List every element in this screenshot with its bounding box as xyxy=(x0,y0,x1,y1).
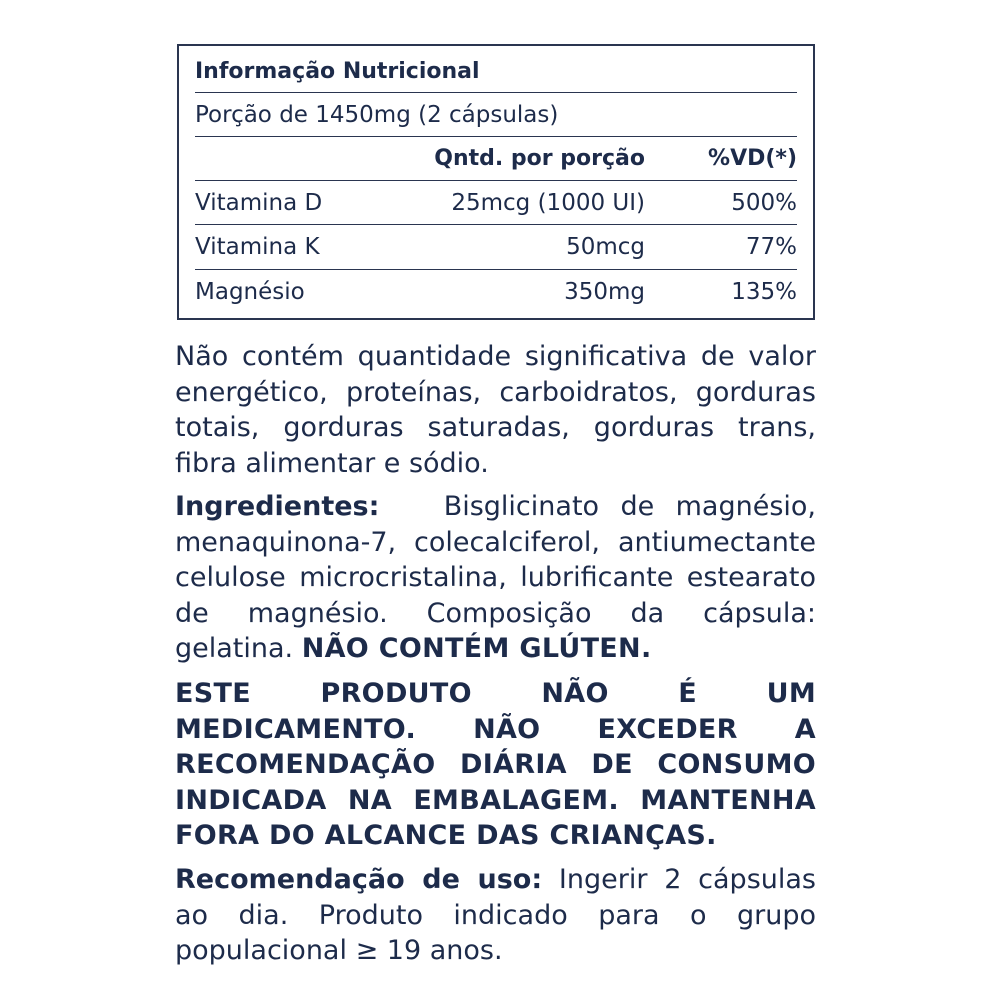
table-title-row xyxy=(195,46,797,93)
nutrition-note: Não contém quantidade significativa de valor energético, proteínas, carboidratos, gorduras totais, gorduras saturadas, gorduras trans, fibra alimentar e sódio. xyxy=(175,341,816,479)
warning-text: ESTE PRODUTO NÃO É UM MEDICAMENTO. NÃO EXCEDER A RECOMENDAÇÃO DIÁRIA DE CONSUMO INDICADA NA EMBALAGEM. MANTENHA FORA DO ALCANCE DAS CRIANÇAS. xyxy=(175,678,816,851)
ingredients-text: Bisglicinato de magnésio, menaquinona-7, colecalciferol, antiumectante celulose microcristalina, lubrificante estearato de magnésio. Composição da cápsula: gelatina. xyxy=(175,491,817,664)
table-row xyxy=(195,181,797,225)
nutrient-vd: 500% xyxy=(731,190,797,216)
ingredients-paragraph xyxy=(175,489,816,667)
nutrient-vd: 135% xyxy=(731,279,797,305)
nutrient-name: Vitamina K xyxy=(195,234,320,260)
nutrition-table xyxy=(177,44,815,320)
table-row xyxy=(195,225,797,270)
nutrient-vd: 77% xyxy=(745,234,797,260)
nutrient-name: Vitamina D xyxy=(195,190,323,216)
vd-column-header: %VD(*) xyxy=(708,146,797,171)
gluten-notice: NÃO CONTÉM GLÚTEN. xyxy=(301,633,652,664)
nutrient-name: Magnésio xyxy=(195,279,305,305)
usage-text: Ingerir 2 cápsulas ao dia. Produto indicado para o grupo populacional ≥ 19 anos. xyxy=(175,864,816,966)
portion-row xyxy=(195,93,797,137)
qty-column-header: Qntd. por porção xyxy=(434,146,645,171)
nutrient-qty: 25mcg (1000 UI) xyxy=(451,190,645,216)
ingredients-label: Ingredientes: xyxy=(175,491,380,522)
usage-paragraph xyxy=(175,862,816,969)
table-title: Informação Nutricional xyxy=(195,59,480,84)
header-row xyxy=(195,137,797,181)
nutrient-qty: 50mcg xyxy=(566,234,645,260)
usage-label: Recomendação de uso: xyxy=(175,864,543,895)
portion-label: Porção de 1450mg (2 cápsulas) xyxy=(195,102,559,128)
table-row xyxy=(195,270,797,314)
nutrient-qty: 350mg xyxy=(564,279,645,305)
